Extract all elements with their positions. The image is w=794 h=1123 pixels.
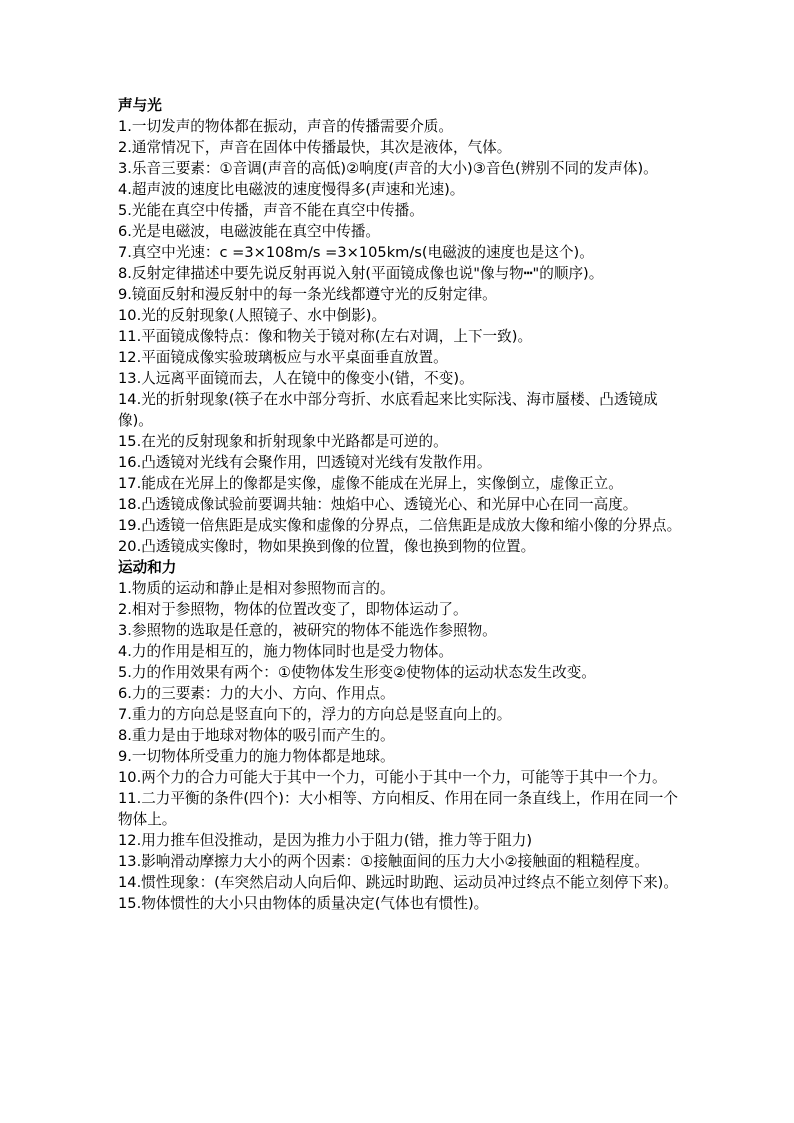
document-body <box>118 95 684 914</box>
list-item: 17.能成在光屏上的像都是实像，虚像不能成在光屏上，实像倒立，虚像正立。 <box>118 475 623 492</box>
list-item: 13.影响滑动摩擦力大小的两个因素：①接触面间的压力大小②接触面的粗糙程度。 <box>118 853 649 870</box>
list-item: 7.重力的方向总是竖直向下的，浮力的方向总是竖直向上的。 <box>118 706 512 723</box>
list-item: 4.超声波的速度比电磁波的速度慢得多(声速和光速)。 <box>118 181 465 198</box>
list-item: 5.力的作用效果有两个：①使物体发生形变②使物体的运动状态发生改变。 <box>118 664 596 681</box>
list-item: 2.相对于参照物，物体的位置改变了，即物体运动了。 <box>118 601 468 618</box>
list-item: 9.一切物体所受重力的施力物体都是地球。 <box>118 748 395 765</box>
list-item: 12.用力推车但没推动，是因为推力小于阻力(错，推力等于阻力) <box>118 832 533 849</box>
section-title-motion-force: 运动和力 <box>118 559 177 576</box>
list-item: 10.光的反射现象(人照镜子、水中倒影)。 <box>118 307 387 324</box>
list-item: 10.两个力的合力可能大于其中一个力，可能小于其中一个力，可能等于其中一个力。 <box>118 769 667 786</box>
list-item: 8.重力是由于地球对物体的吸引而产生的。 <box>118 727 395 744</box>
list-item: 20.凸透镜成实像时，物如果换到像的位置，像也换到物的位置。 <box>118 538 536 555</box>
list-item: 16.凸透镜对光线有会聚作用，凹透镜对光线有发散作用。 <box>118 454 492 471</box>
list-item: 18.凸透镜成像试验前要调共轴：烛焰中心、透镜光心、和光屏中心在同一高度。 <box>118 496 638 513</box>
list-item: 15.在光的反射现象和折射现象中光路都是可逆的。 <box>118 433 448 450</box>
list-item: 3.乐音三要素：①音调(声音的高低)②响度(声音的大小)③音色(辨别不同的发声体)。 <box>118 160 658 177</box>
list-item: 1.一切发声的物体都在振动，声音的传播需要介质。 <box>118 118 453 135</box>
list-item: 8.反射定律描述中要先说反射再说入射(平面镜成像也说"像与物┅"的顺序)。 <box>118 265 604 282</box>
list-item: 4.力的作用是相互的，施力物体同时也是受力物体。 <box>118 643 453 660</box>
list-item: 15.物体惯性的大小只由物体的质量决定(气体也有惯性)。 <box>118 895 489 912</box>
list-item: 6.光是电磁波，电磁波能在真空中传播。 <box>118 223 381 240</box>
list-item: 7.真空中光速：c =3×108m/s =3×105km/s(电磁波的速度也是这个)。 <box>118 244 594 261</box>
list-item: 11.平面镜成像特点：像和物关于镜对称(左右对调，上下一致)。 <box>118 328 533 345</box>
list-item: 1.物质的运动和静止是相对参照物而言的。 <box>118 580 395 597</box>
list-item: 11.二力平衡的条件(四个)：大小相等、方向相反、作用在同一条直线上，作用在同一个物体上。 <box>118 790 678 828</box>
section-title-sound-light: 声与光 <box>118 97 162 114</box>
list-item: 12.平面镜成像实验玻璃板应与水平桌面垂直放置。 <box>118 349 448 366</box>
list-item: 3.参照物的选取是任意的，被研究的物体不能选作参照物。 <box>118 622 497 639</box>
list-item: 19.凸透镜一倍焦距是成实像和虚像的分界点，二倍焦距是成放大像和缩小像的分界点。 <box>118 517 682 534</box>
list-item: 6.力的三要素：力的大小、方向、作用点。 <box>118 685 395 702</box>
list-item: 5.光能在真空中传播，声音不能在真空中传播。 <box>118 202 424 219</box>
list-item: 14.光的折射现象(筷子在水中部分弯折、水底看起来比实际浅、海市蜃楼、凸透镜成像)。 <box>118 391 658 429</box>
list-item: 9.镜面反射和漫反射中的每一条光线都遵守光的反射定律。 <box>118 286 497 303</box>
list-item: 13.人远离平面镜而去，人在镜中的像变小(错，不变)。 <box>118 370 474 387</box>
list-item: 2.通常情况下，声音在固体中传播最快，其次是液体，气体。 <box>118 139 512 156</box>
section-list-sound-light <box>118 116 684 557</box>
list-item: 14.惯性现象：(车突然启动人向后仰、跳远时助跑、运动员冲过终点不能立刻停下来)。 <box>118 874 678 891</box>
section-list-motion-force <box>118 578 684 914</box>
